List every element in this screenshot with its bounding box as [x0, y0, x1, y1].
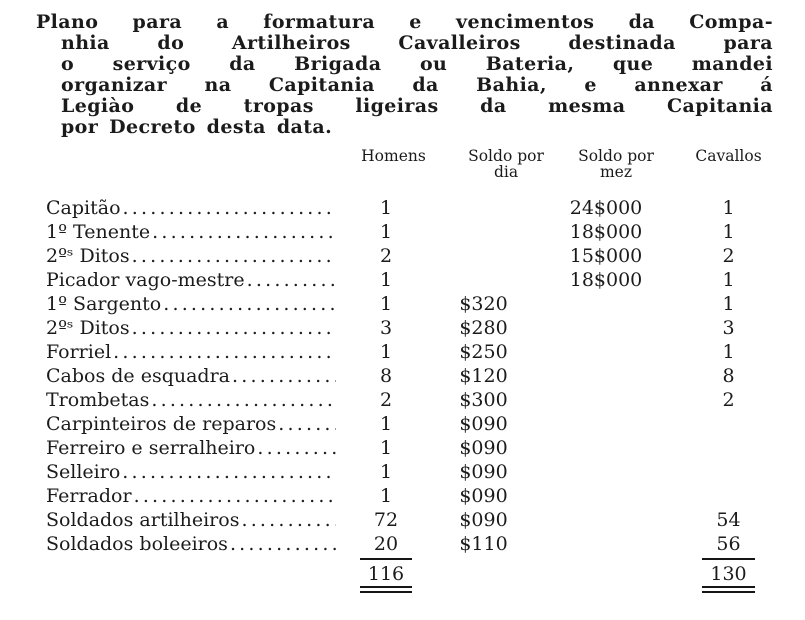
title-line: por Decreto desta data. — [61, 116, 333, 138]
cavallos-value: 1 — [722, 269, 735, 291]
row-label-cell — [46, 340, 336, 364]
row-label-cell — [46, 292, 336, 316]
homens-value: 1 — [379, 221, 393, 243]
soldo-dia-value: $090 — [459, 485, 508, 507]
table-row — [46, 340, 781, 364]
row-label: 2ºˢ Ditos — [46, 245, 130, 267]
row-label: Trombetas — [46, 389, 150, 411]
soldo-mez-value — [556, 508, 676, 532]
dot-leader — [149, 388, 336, 412]
table-row — [46, 484, 781, 508]
header-line: Soldo por — [578, 147, 654, 165]
header-line: dia — [493, 163, 519, 181]
row-label: Capitão — [46, 197, 121, 219]
cavallos-value: 56 — [716, 533, 741, 555]
cavallos-value: 1 — [722, 221, 735, 243]
soldo-mez-value: 18$000 — [569, 221, 643, 243]
homens-value: 1 — [379, 293, 393, 315]
homens-value: 1 — [379, 437, 393, 459]
totals-mez-cell — [556, 558, 676, 593]
cavallos-value — [676, 412, 781, 436]
soldo-dia-value: $120 — [459, 365, 508, 387]
cavallos-value: 2 — [722, 389, 735, 411]
soldo-mez-value: 24$000 — [569, 197, 643, 219]
header-soldo-dia — [436, 148, 556, 180]
row-label: Cabos de esquadra — [46, 365, 230, 387]
dot-leader — [255, 436, 336, 460]
soldo-mez-value — [556, 316, 676, 340]
cavallos-value: 1 — [722, 341, 735, 363]
table-row — [46, 436, 781, 460]
soldo-dia-value: $320 — [459, 293, 508, 315]
table-header — [46, 148, 781, 180]
table-row — [46, 196, 781, 220]
soldo-dia-value: $110 — [459, 533, 508, 555]
soldo-dia-value — [436, 268, 556, 292]
dot-leader — [239, 508, 336, 532]
dot-leader — [230, 364, 336, 388]
dot-leader — [245, 268, 336, 292]
dot-leader — [121, 196, 336, 220]
row-label-cell — [46, 244, 336, 268]
row-label: Selleiro — [46, 461, 121, 483]
row-label-cell — [46, 316, 336, 340]
soldo-mez-value — [556, 460, 676, 484]
soldo-dia-value: $090 — [459, 413, 508, 435]
total-homens: 116 — [360, 558, 412, 593]
row-label-cell — [46, 364, 336, 388]
homens-value: 1 — [379, 197, 393, 219]
totals-spacer — [46, 558, 336, 593]
header-cavallos: Cavallos — [695, 147, 762, 165]
table-row — [46, 244, 781, 268]
row-label-cell — [46, 532, 336, 556]
title-line: o serviço da Brigada ou Bateria, que mandei — [61, 53, 773, 75]
cavallos-value: 1 — [722, 197, 735, 219]
row-label: Forriel — [46, 341, 112, 363]
total-cavallos: 130 — [702, 558, 754, 593]
dot-leader — [228, 532, 336, 556]
row-label: Carpinteiros de reparos — [46, 413, 277, 435]
soldo-dia-value — [436, 244, 556, 268]
homens-value: 3 — [379, 317, 393, 339]
dot-leader — [132, 484, 336, 508]
pay-table — [46, 148, 781, 593]
dot-leader — [130, 244, 336, 268]
row-label: Ferrador — [46, 485, 132, 507]
header-soldo-mez — [556, 148, 676, 180]
table-row — [46, 532, 781, 556]
dot-leader — [130, 316, 336, 340]
row-label-cell — [46, 388, 336, 412]
soldo-mez-value — [556, 436, 676, 460]
soldo-mez-value — [556, 412, 676, 436]
row-label-cell — [46, 196, 336, 220]
row-label: Picador vago-mestre — [46, 269, 245, 291]
dot-leader — [276, 412, 336, 436]
table-row — [46, 460, 781, 484]
soldo-mez-value — [556, 292, 676, 316]
table-row — [46, 388, 781, 412]
dot-leader — [111, 340, 336, 364]
row-label: 1º Sargento — [46, 293, 162, 315]
soldo-mez-value — [556, 388, 676, 412]
cavallos-value: 54 — [716, 509, 741, 531]
row-label-cell — [46, 412, 336, 436]
row-label: 1º Tenente — [46, 221, 151, 243]
homens-value: 8 — [379, 365, 393, 387]
homens-value: 1 — [379, 485, 393, 507]
title-line: Legiào de tropas ligeiras da mesma Capitania — [61, 95, 773, 117]
row-label-cell — [46, 460, 336, 484]
totals-dia-cell — [436, 558, 556, 593]
table-row — [46, 412, 781, 436]
soldo-dia-value: $090 — [459, 461, 508, 483]
header-spacer — [46, 148, 336, 180]
soldo-mez-value: 15$000 — [569, 245, 643, 267]
dot-leader — [120, 460, 336, 484]
table-row — [46, 508, 781, 532]
totals-row — [46, 558, 781, 593]
homens-value: 2 — [379, 245, 393, 267]
row-label-cell — [46, 436, 336, 460]
row-label: Soldados boleeiros — [46, 533, 228, 555]
soldo-mez-value — [556, 340, 676, 364]
dot-leader — [150, 220, 336, 244]
row-label: 2ºˢ Ditos — [46, 317, 130, 339]
soldo-mez-value: 18$000 — [569, 269, 643, 291]
cavallos-value: 2 — [722, 245, 735, 267]
table-row — [46, 220, 781, 244]
soldo-dia-value: $250 — [459, 341, 508, 363]
soldo-mez-value — [556, 532, 676, 556]
soldo-dia-value: $090 — [459, 437, 508, 459]
cavallos-value — [676, 460, 781, 484]
soldo-mez-value — [556, 364, 676, 388]
document-title — [36, 12, 773, 138]
cavallos-value: 1 — [722, 293, 735, 315]
title-line: organizar na Capitania da Bahia, e annexar á — [61, 74, 773, 96]
table-row — [46, 364, 781, 388]
cavallos-value — [676, 436, 781, 460]
homens-value: 20 — [373, 533, 399, 555]
soldo-dia-value: $280 — [459, 317, 508, 339]
title-line: Plano para a formatura e vencimentos da Compa- — [36, 11, 773, 33]
cavallos-value: 8 — [722, 365, 735, 387]
homens-value: 1 — [379, 461, 393, 483]
homens-value: 2 — [379, 389, 393, 411]
row-label: Ferreiro e serralheiro — [46, 437, 256, 459]
homens-value: 1 — [379, 413, 393, 435]
table-row — [46, 292, 781, 316]
row-label-cell — [46, 268, 336, 292]
soldo-dia-value — [436, 196, 556, 220]
row-label-cell — [46, 220, 336, 244]
dot-leader — [161, 292, 336, 316]
cavallos-value: 3 — [722, 317, 735, 339]
cavallos-value — [676, 484, 781, 508]
table-row — [46, 316, 781, 340]
totals-cavallos-cell — [676, 558, 781, 593]
header-line: Soldo por — [468, 147, 544, 165]
totals-homens-cell — [336, 558, 436, 593]
soldo-dia-value — [436, 220, 556, 244]
soldo-mez-value — [556, 484, 676, 508]
row-label-cell — [46, 484, 336, 508]
title-line: nhia do Artilheiros Cavalleiros destinada para — [61, 32, 773, 54]
homens-value: 1 — [379, 269, 393, 291]
soldo-dia-value: $300 — [459, 389, 508, 411]
homens-value: 72 — [373, 509, 399, 531]
header-homens: Homens — [361, 147, 426, 165]
homens-value: 1 — [379, 341, 393, 363]
table-body — [46, 196, 781, 556]
row-label-cell — [46, 508, 336, 532]
soldo-dia-value: $090 — [459, 509, 508, 531]
header-line: mez — [599, 163, 633, 181]
row-label: Soldados artilheiros — [46, 509, 240, 531]
table-row — [46, 268, 781, 292]
